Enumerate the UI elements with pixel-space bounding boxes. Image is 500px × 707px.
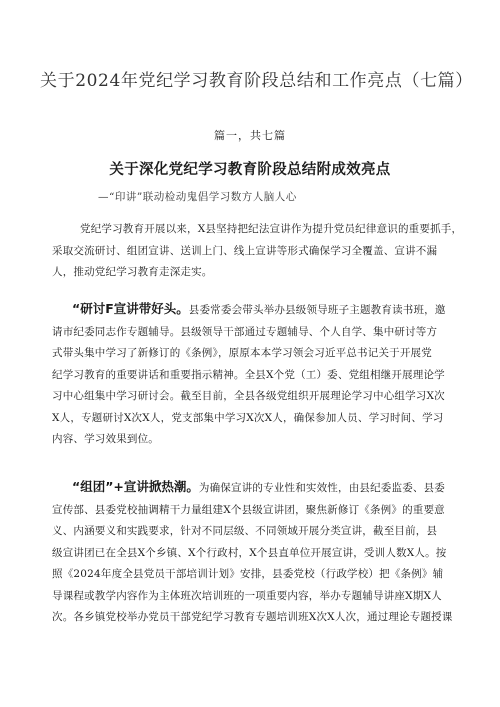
document-title: 关于2024年党纪学习教育阶段总结和工作亮点（七篇） <box>40 71 473 91</box>
paragraph-line: 采取交流研讨、组团宣讲、送训上门、线上宣讲等形式确保学习全覆盖、宣讲不漏 <box>52 244 438 257</box>
paragraph-text: 县委常委会带头举办县级领导班子主题教育读书班，邀 <box>188 304 446 316</box>
paragraph-line: 式带头集中学习了新修订的《条例》，原原本本学习领会习近平总书记关于开展党 <box>52 347 432 359</box>
paragraph-line: 内容、学习效果到位。 <box>52 433 159 445</box>
intro-paragraph <box>52 219 476 284</box>
paragraph-line: 宣传部、县委党校抽调精干力量组建X个县级宣讲团，聚焦新修订《条例》的重要意 <box>52 503 445 516</box>
paragraph-line: 义、内涵要义和实践要求，针对不同层级、不同领域开展分类宣讲，截至目前，县 <box>52 525 438 537</box>
part-label: 篇一，共七篇 <box>214 129 286 142</box>
paragraph-line: X人，专题研讨X次X人，党支部集中学习X次X人，确保参加人员、学习时间、学习 <box>52 411 444 424</box>
paragraph-line: 请市纪委同志作专题辅导。县级领导干部通过专题辅导、个人自学、集中研讨等方 <box>52 325 438 338</box>
paragraph-line: 照《2024年度全县党员干部培训计划》安排，县委党校（行政学校）把《条例》辅 <box>52 568 444 580</box>
section-heading: “研讨F宣讲带好头。 <box>72 301 189 316</box>
section-heading: “组团”+宣讲掀热潮。 <box>72 479 199 494</box>
section-paragraph-2 <box>52 476 476 629</box>
article-subtitle: —“印讲”联动检动鬼倡学习数方人脑人心 <box>98 191 297 203</box>
paragraph-line: 级宣讲团已在全县X个乡镇、X个行政村，X个县直单位开展宣讲，受训人数X人。按 <box>52 546 447 559</box>
paragraph-text: 为确保宣讲的专业性和实效性，由县纪委监委、县委 <box>198 482 446 494</box>
paragraph-line: 习中心组集中学习研讨会。截至目前，全县各级党组织开展理论学习中心组学习X次 <box>52 390 445 402</box>
section-paragraph-1 <box>52 298 476 451</box>
article-title: 关于深化党纪学习教育阶段总结附成效亮点 <box>109 162 391 178</box>
paragraph-line: 次。各乡镇党校举办党员干部党纪学习教育专题培训班X次X人次，通过理论专题授课 <box>52 611 453 623</box>
paragraph-line: 人，推动党纪学习教育走深走实。 <box>52 266 213 278</box>
paragraph-line: 导课程或教学内容作为主体班次培训班的一项重要内容，举办专题辅导讲座X期X人 <box>52 589 442 602</box>
paragraph-line: 纪学习教育的重要讲话和重要指示精神。全县X个党（工）委、党组相继开展理论学 <box>52 368 445 381</box>
paragraph-line: 党纪学习教育开展以来，X县坚持把纪法宣讲作为提升党员纪律意识的重要抓手， <box>80 223 463 235</box>
